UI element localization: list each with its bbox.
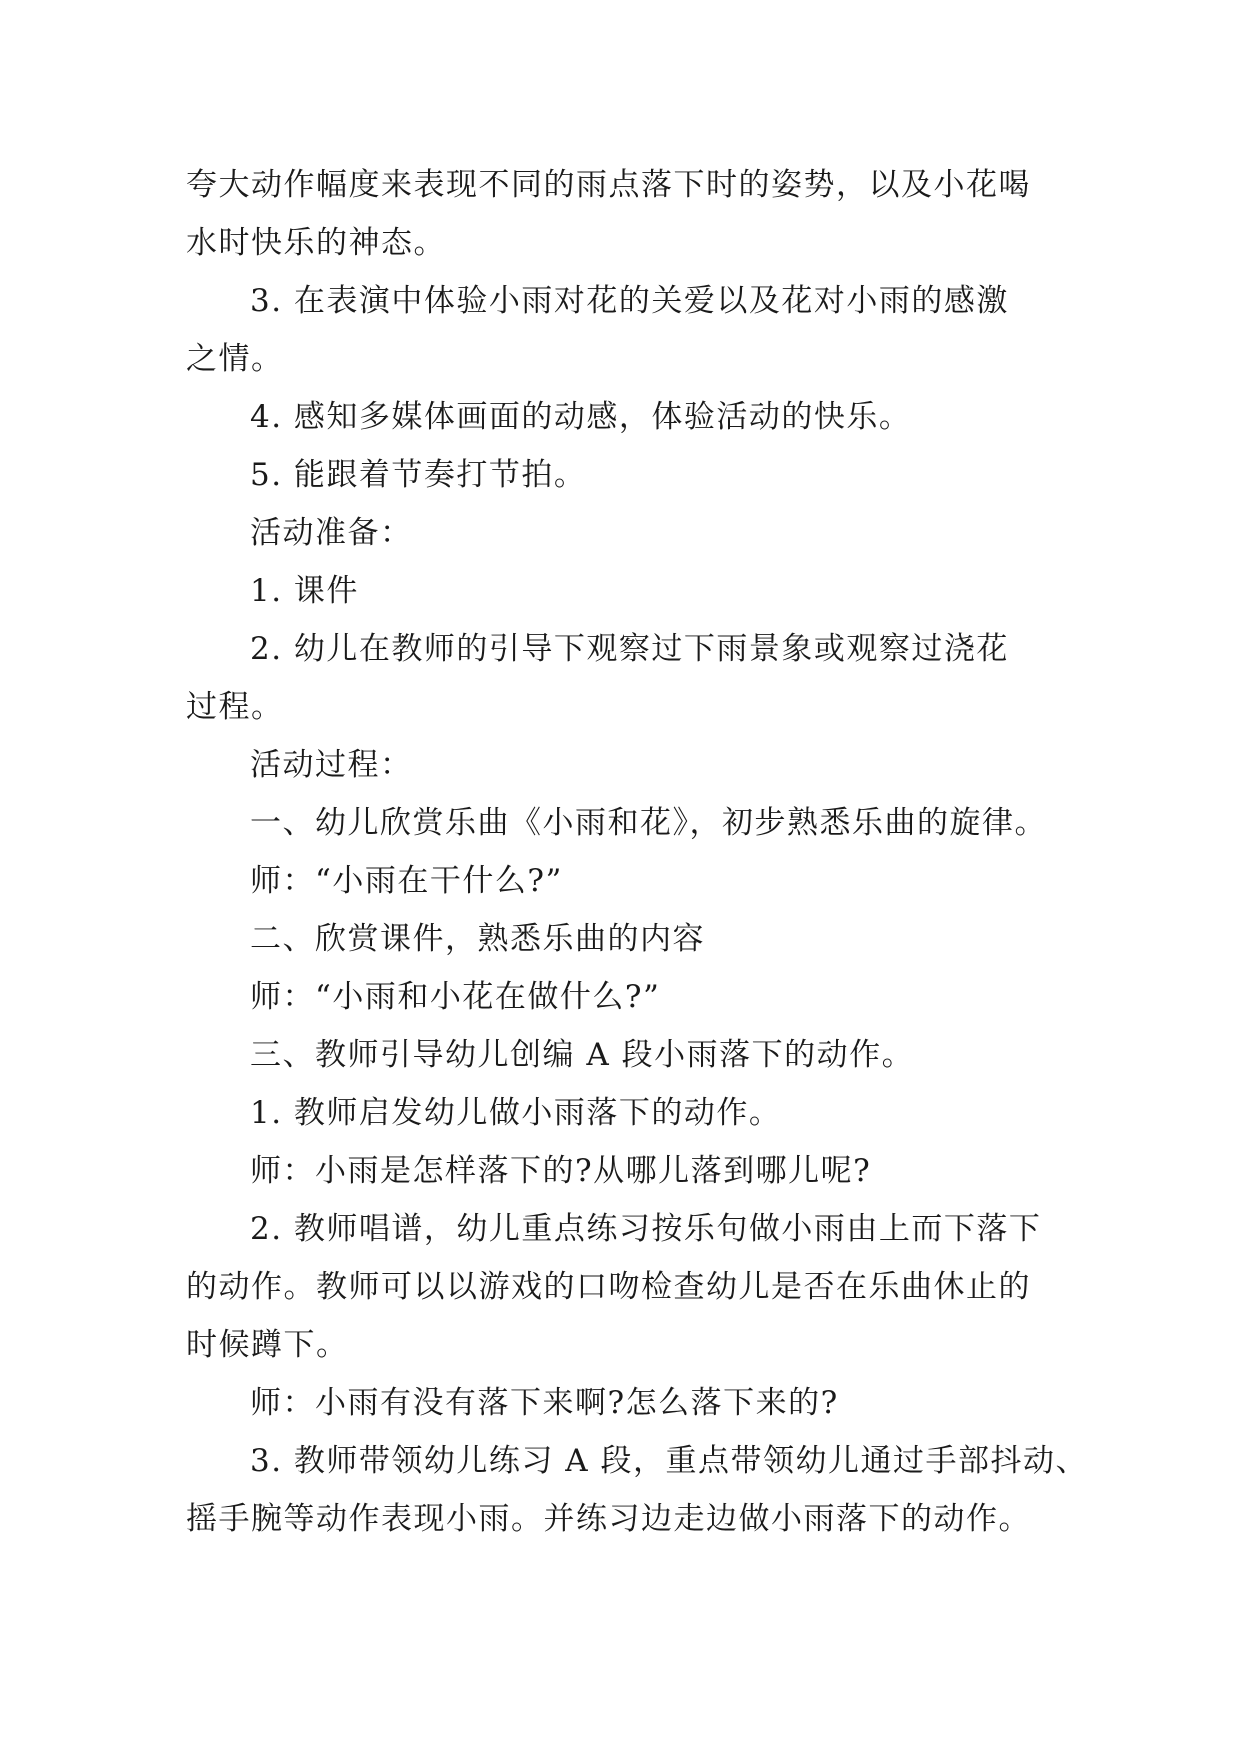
text-line: 1. 教师启发幼儿做小雨落下的动作。 xyxy=(250,1095,782,1131)
text-line: 师：“小雨在干什么?” xyxy=(250,863,563,899)
text-line: 一、幼儿欣赏乐曲《小雨和花》，初步熟悉乐曲的旋律。 xyxy=(250,805,1047,841)
section-heading: 活动过程： xyxy=(250,747,413,783)
section-heading: 活动准备： xyxy=(250,515,413,551)
text-line: 师：“小雨和小花在做什么?” xyxy=(250,979,661,1015)
document-body xyxy=(186,156,1089,1548)
text-line: 2. 幼儿在教师的引导下观察过下雨景象或观察过浇花 xyxy=(250,631,1009,667)
text-line: 4. 感知多媒体画面的动感，体验活动的快乐。 xyxy=(250,399,912,435)
text-line: 之情。 xyxy=(186,341,284,377)
text-line: 三、教师引导幼儿创编 A 段小雨落下的动作。 xyxy=(250,1037,915,1073)
text-line: 5. 能跟着节奏打节拍。 xyxy=(250,457,587,493)
text-line: 夸大动作幅度来表现不同的雨点落下时的姿势，以及小花喝 xyxy=(186,167,1031,203)
text-line: 的动作。教师可以以游戏的口吻检查幼儿是否在乐曲休止的 xyxy=(186,1269,1031,1305)
text-line: 过程。 xyxy=(186,689,284,725)
text-line: 摇手腕等动作表现小雨。并练习边走边做小雨落下的动作。 xyxy=(186,1501,1031,1537)
text-line: 师：小雨有没有落下来啊?怎么落下来的? xyxy=(250,1385,839,1421)
text-line: 二、欣赏课件，熟悉乐曲的内容 xyxy=(250,921,705,957)
text-line: 1. 课件 xyxy=(250,573,359,609)
text-line: 时候蹲下。 xyxy=(186,1327,349,1363)
text-line: 师：小雨是怎样落下的?从哪儿落到哪儿呢? xyxy=(250,1153,872,1189)
text-line: 2. 教师唱谱，幼儿重点练习按乐句做小雨由上而下落下 xyxy=(250,1211,1042,1247)
text-line: 3. 教师带领幼儿练习 A 段，重点带领幼儿通过手部抖动、 xyxy=(250,1443,1089,1479)
text-line: 3. 在表演中体验小雨对花的关爱以及花对小雨的感激 xyxy=(250,283,1009,319)
text-line: 水时快乐的神态。 xyxy=(186,225,446,261)
